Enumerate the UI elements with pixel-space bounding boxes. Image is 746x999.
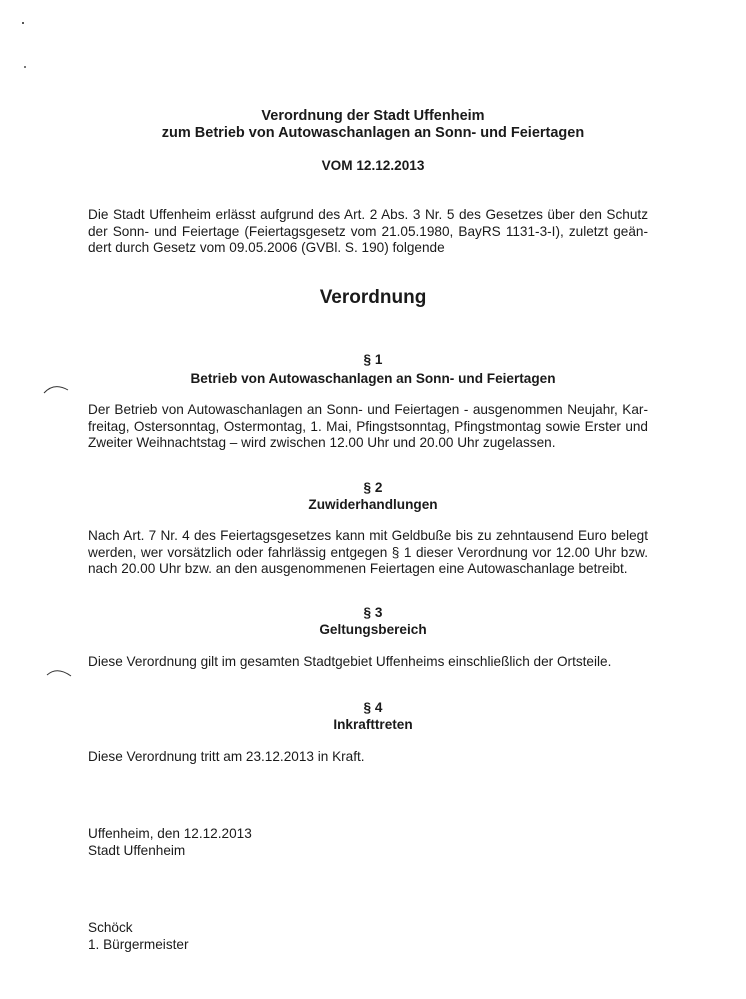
section-1-line: freitag, Ostersonntag, Ostermontag, 1. Mai, Pfingstsonntag, Pfingstmontag sowie Erster und [88,418,648,434]
section-4-title: Inkrafttreten [333,717,413,732]
section-3-title: Geltungsbereich [319,622,427,637]
document-title-line2: zum Betrieb von Autowaschanlagen an Sonn- und Feiertagen [161,125,585,141]
section-2-line: Nach Art. 7 Nr. 4 des Feiertagsgesetzes kann mit Geldbuße bis zu zehntausend Euro belegt [88,528,648,543]
closing-place-date: Uffenheim, den 12.12.2013 [88,826,252,841]
section-3-text: Diese Verordnung gilt im gesamten Stadtgebiet Uffenheims einschließlich der Ortsteile. [88,654,612,669]
section-2-paragraph [88,528,648,578]
section-1-title: Betrieb von Autowaschanlagen an Sonn- und Feiertagen [190,371,556,386]
preamble-paragraph [88,207,648,257]
scan-speck [22,22,24,24]
section-2-line: nach 20.00 Uhr bzw. an den ausgenommenen Feiertagen eine Autowaschanlage betreibt. [88,561,628,576]
section-3-number: § 3 [363,605,383,620]
closing-authority: Stadt Uffenheim [88,843,186,858]
signer-name: Schöck [88,920,133,935]
section-2-title: Zuwiderhandlungen [308,497,438,512]
preamble-line: der Sonn- und Feiertage (Feiertagsgesetz vom 21.05.1980, BayRS 1131-3-I), zuletzt geän- [88,223,648,239]
document-title-line1: Verordnung der Stadt Uffenheim [261,108,485,124]
preamble-line: Die Stadt Uffenheim erlässt aufgrund des Art. 2 Abs. 3 Nr. 5 des Gesetzes über den Schutz [88,207,648,222]
section-1-line: Der Betrieb von Autowaschanlagen an Sonn- und Feiertagen - ausgenommen Neujahr, Kar- [88,402,648,417]
section-2-line: werden, wer vorsätzlich oder fahrlässig entgegen § 1 dieser Verordnung vor 12.00 Uhr bzw. [88,544,648,560]
section-1-paragraph [88,402,648,452]
section-1-number: § 1 [363,352,383,367]
preamble-line: dert durch Gesetz vom 09.05.2006 (GVBl. S. 190) folgende [88,240,445,255]
document-date: VOM 12.12.2013 [321,158,425,173]
section-4-text: Diese Verordnung tritt am 23.12.2013 in Kraft. [88,749,365,764]
section-1-line: Zweiter Weihnachtstag – wird zwischen 12.00 Uhr und 20.00 Uhr zugelassen. [88,435,556,450]
punch-mark-icon [45,664,75,680]
main-heading: Verordnung [319,287,427,308]
signer-title: 1. Bürgermeister [88,937,189,952]
section-2-number: § 2 [363,480,383,495]
section-4-number: § 4 [363,700,383,715]
scan-speck [24,66,26,68]
